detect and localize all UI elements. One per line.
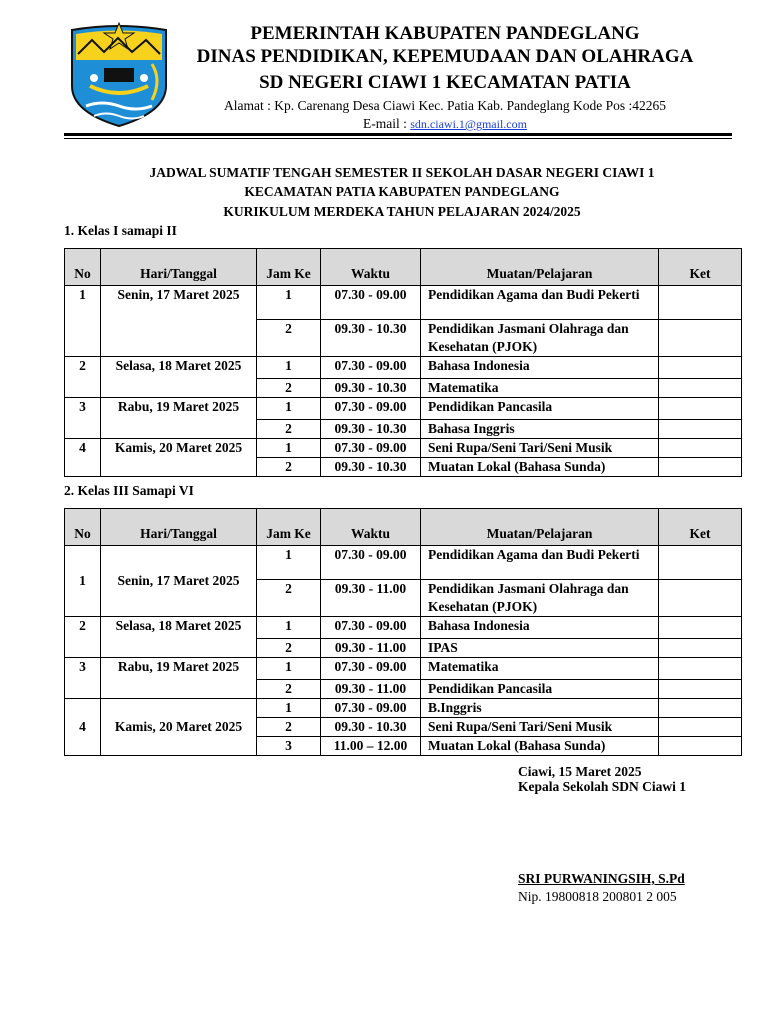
cell-ket [659,320,742,357]
cell-waktu: 09.30 - 10.30 [321,320,421,357]
cell-date: Rabu, 19 Maret 2025 [101,658,257,699]
cell-mapel: B.Inggris [421,699,659,718]
column-header: Waktu [321,509,421,546]
pandeglang-regency-emblem [66,20,172,128]
email-link[interactable]: sdn.ciawi.1@gmail.com [410,117,527,131]
cell-mapel: Muatan Lokal (Bahasa Sunda) [421,458,659,477]
cell-jam: 2 [257,379,321,398]
cell-ket [659,286,742,320]
cell-mapel: Pendidikan Pancasila [421,398,659,420]
cell-no: 4 [65,439,101,477]
cell-jam: 2 [257,320,321,357]
table-row [65,617,742,639]
cell-mapel: Pendidikan Jasmani Olahraga dan Kesehatan (PJOK) [421,580,659,617]
cell-ket [659,680,742,699]
cell-ket [659,737,742,756]
cell-ket [659,580,742,617]
cell-mapel: Pendidikan Pancasila [421,680,659,699]
cell-waktu: 11.00 – 12.00 [321,737,421,756]
cell-waktu: 07.30 - 09.00 [321,398,421,420]
table-row [65,658,742,680]
cell-ket [659,379,742,398]
cell-ket [659,617,742,639]
column-header: Ket [659,509,742,546]
cell-waktu: 09.30 - 11.00 [321,639,421,658]
header-row [65,509,742,546]
column-header: Jam Ke [257,509,321,546]
cell-waktu: 07.30 - 09.00 [321,286,421,320]
cell-jam: 2 [257,639,321,658]
schedule-table-kelas-3-6 [64,508,742,756]
cell-ket [659,439,742,458]
column-header: Waktu [321,249,421,286]
cell-jam: 2 [257,580,321,617]
cell-ket [659,357,742,379]
cell-jam: 1 [257,357,321,379]
cell-date: Senin, 17 Maret 2025 [101,286,257,357]
cell-waktu: 07.30 - 09.00 [321,357,421,379]
cell-no: 3 [65,658,101,699]
cell-no: 1 [65,286,101,357]
cell-mapel: Pendidikan Agama dan Budi Pekerti [421,286,659,320]
cell-waktu: 09.30 - 11.00 [321,680,421,699]
email-label: E-mail : [363,116,411,131]
cell-ket [659,420,742,439]
column-header: Ket [659,249,742,286]
cell-mapel: Seni Rupa/Seni Tari/Seni Musik [421,718,659,737]
cell-no: 1 [65,546,101,617]
cell-jam: 2 [257,718,321,737]
section1-title: 1. Kelas I samapi II [64,223,177,238]
header-row [65,249,742,286]
cell-waktu: 09.30 - 11.00 [321,580,421,617]
cell-waktu: 09.30 - 10.30 [321,718,421,737]
doc-title-line3: KURIKULUM MERDEKA TAHUN PELAJARAN 2024/2025 [223,204,581,219]
cell-date: Selasa, 18 Maret 2025 [101,617,257,658]
table-row [65,699,742,718]
cell-waktu: 09.30 - 10.30 [321,458,421,477]
doc-title-line1: JADWAL SUMATIF TENGAH SEMESTER II SEKOLAH DASAR NEGERI CIAWI 1 [149,165,655,180]
cell-ket [659,658,742,680]
header-government: PEMERINTAH KABUPATEN PANDEGLANG [250,23,640,44]
cell-date: Kamis, 20 Maret 2025 [101,439,257,477]
sign-name: SRI PURWANINGSIH, S.Pd [518,871,685,886]
column-header: Muatan/Pelajaran [421,509,659,546]
cell-waktu: 07.30 - 09.00 [321,699,421,718]
header-address: Alamat : Kp. Carenang Desa Ciawi Kec. Patia Kab. Pandeglang Kode Pos :42265 [223,98,667,113]
cell-jam: 2 [257,420,321,439]
table-row [65,546,742,580]
column-header: Hari/Tanggal [101,249,257,286]
cell-no: 2 [65,357,101,398]
cell-waktu: 09.30 - 10.30 [321,379,421,398]
sign-position: Kepala Sekolah SDN Ciawi 1 [518,779,687,794]
cell-ket [659,718,742,737]
cell-waktu: 09.30 - 10.30 [321,420,421,439]
cell-date: Selasa, 18 Maret 2025 [101,357,257,398]
cell-mapel: Bahasa Inggris [421,420,659,439]
header-school: SD NEGERI CIAWI 1 KECAMATAN PATIA [259,72,631,93]
cell-jam: 1 [257,439,321,458]
column-header: Jam Ke [257,249,321,286]
table-row [65,286,742,320]
sign-nip: Nip. 19800818 200801 2 005 [518,889,677,904]
cell-jam: 1 [257,546,321,580]
column-header: Muatan/Pelajaran [421,249,659,286]
cell-waktu: 07.30 - 09.00 [321,439,421,458]
header-email-line [172,116,718,132]
header-rule-thick [64,133,732,136]
cell-no: 3 [65,398,101,439]
table-row [65,357,742,379]
cell-mapel: IPAS [421,639,659,658]
cell-jam: 1 [257,398,321,420]
cell-date: Senin, 17 Maret 2025 [101,546,257,617]
cell-waktu: 07.30 - 09.00 [321,546,421,580]
doc-title-line2: KECAMATAN PATIA KABUPATEN PANDEGLANG [244,184,560,199]
cell-mapel: Bahasa Indonesia [421,357,659,379]
cell-date: Kamis, 20 Maret 2025 [101,699,257,756]
cell-date: Rabu, 19 Maret 2025 [101,398,257,439]
cell-jam: 2 [257,680,321,699]
cell-waktu: 07.30 - 09.00 [321,658,421,680]
cell-jam: 1 [257,286,321,320]
cell-mapel: Muatan Lokal (Bahasa Sunda) [421,737,659,756]
cell-jam: 1 [257,658,321,680]
column-header: No [65,509,101,546]
header-rule-thin [64,138,732,139]
cell-ket [659,458,742,477]
cell-jam: 1 [257,699,321,718]
header-department: DINAS PENDIDIKAN, KEPEMUDAAN DAN OLAHRAGA [196,46,694,67]
cell-jam: 3 [257,737,321,756]
table-row [65,439,742,458]
cell-jam: 2 [257,458,321,477]
cell-mapel: Matematika [421,379,659,398]
cell-ket [659,639,742,658]
section2-title: 2. Kelas III Samapi VI [64,483,194,498]
cell-waktu: 07.30 - 09.00 [321,617,421,639]
schedule-table-kelas-1-2 [64,248,742,477]
cell-no: 2 [65,617,101,658]
cell-mapel: Pendidikan Agama dan Budi Pekerti [421,546,659,580]
cell-mapel: Seni Rupa/Seni Tari/Seni Musik [421,439,659,458]
cell-ket [659,699,742,718]
sign-place-date: Ciawi, 15 Maret 2025 [518,764,642,779]
cell-ket [659,398,742,420]
cell-no: 4 [65,699,101,756]
cell-mapel: Matematika [421,658,659,680]
cell-jam: 1 [257,617,321,639]
column-header: Hari/Tanggal [101,509,257,546]
cell-mapel: Pendidikan Jasmani Olahraga dan Kesehatan (PJOK) [421,320,659,357]
column-header: No [65,249,101,286]
cell-mapel: Bahasa Indonesia [421,617,659,639]
table-row [65,398,742,420]
cell-ket [659,546,742,580]
